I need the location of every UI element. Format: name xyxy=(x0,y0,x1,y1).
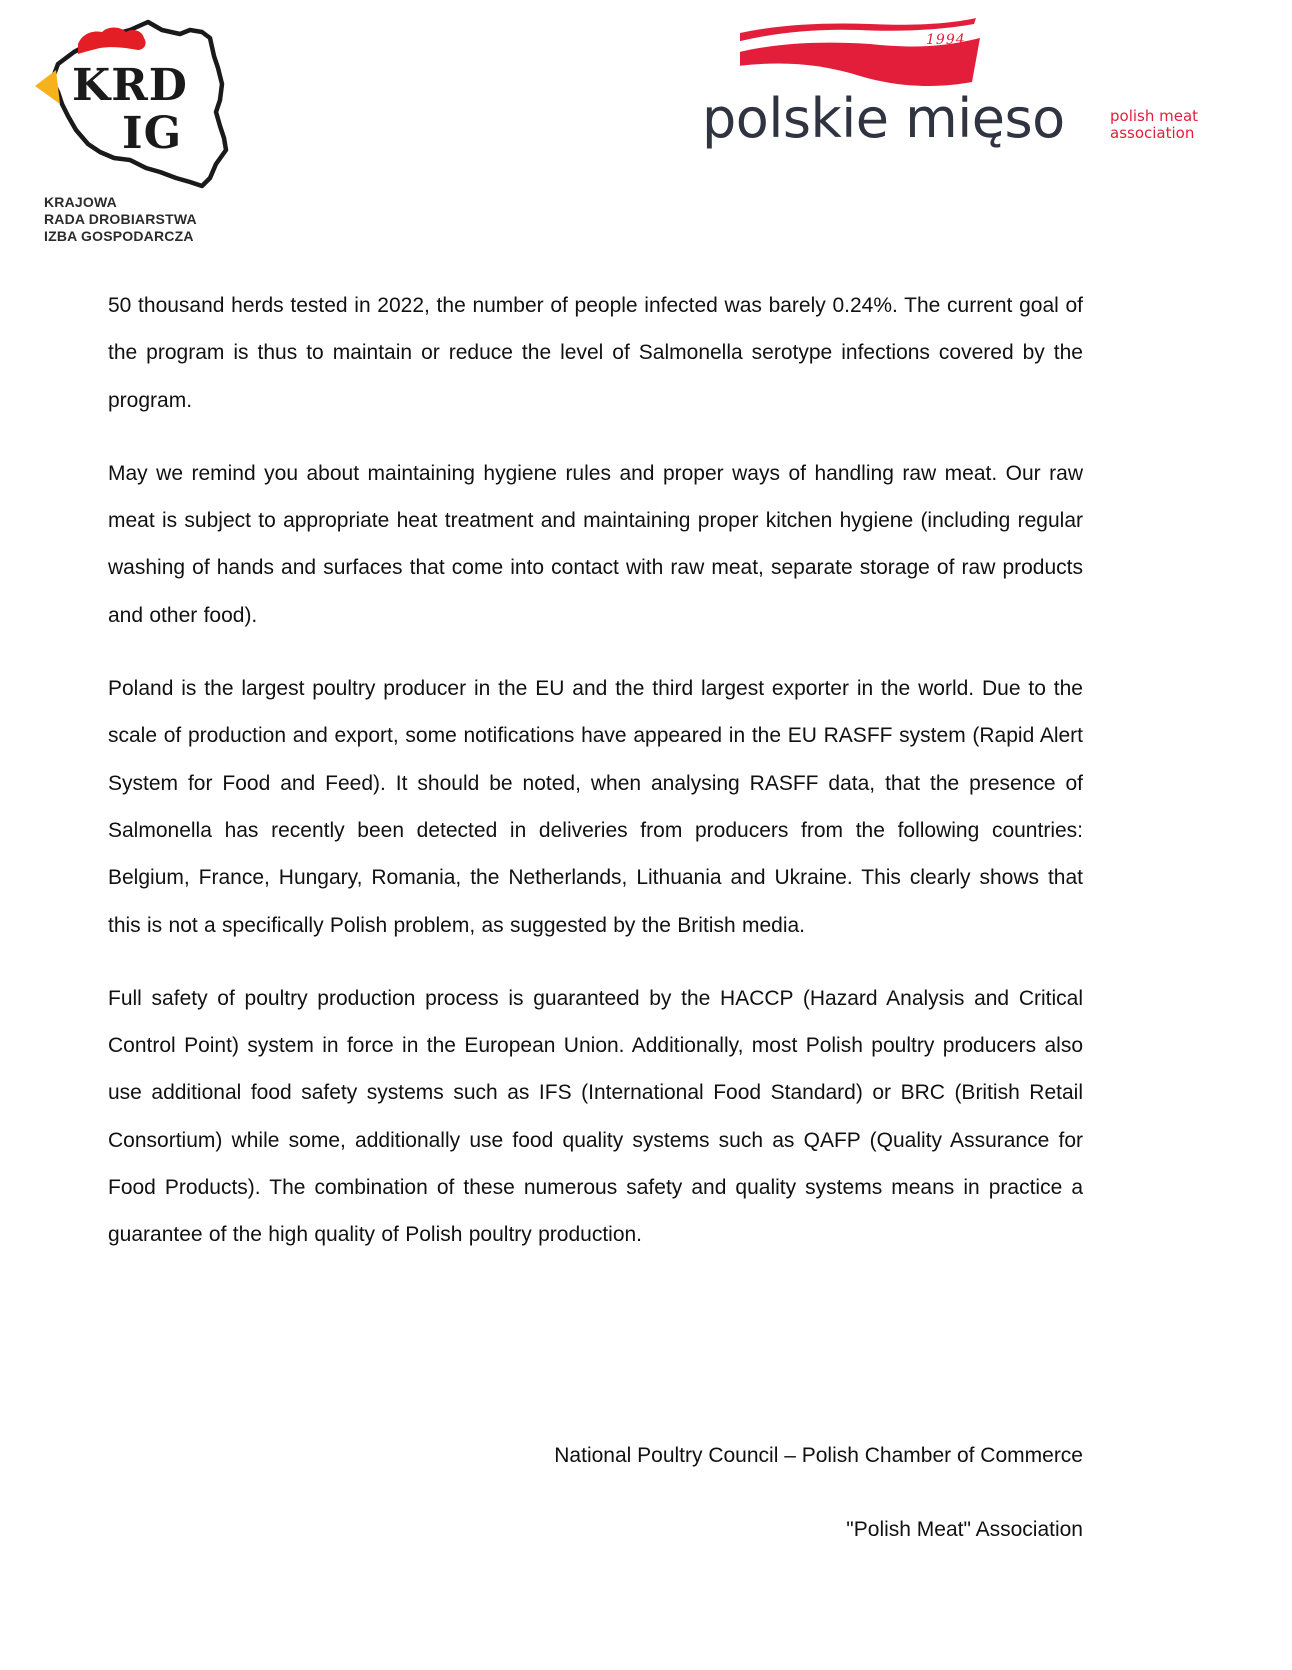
paragraph-safety-systems: Full safety of poultry production process is guaranteed by the HACCP (Hazard Analysis and Critical Control Point) system in force in the European Union. Additionally, most Polish poultry producers also use additional food safety systems such as IFS (International Food Standard) or BRC (British Retail Consortium) while some, additionally use food quality systems such as QAFP (Quality Assurance for Food Products). The combination of these numerous safety and quality systems means in practice a guarantee of the high quality of Polish poultry production. xyxy=(108,986,1083,1247)
ig-letters: IG xyxy=(122,108,183,159)
brand-name: polskie mięso xyxy=(702,87,1065,150)
polskie-mieso-logo xyxy=(702,14,1280,164)
brand-subtitle-line: association xyxy=(1110,124,1195,142)
krd-ig-logo xyxy=(30,8,250,253)
paragraph-herds-tested: 50 thousand herds tested in 2022, the number of people infected was barely 0.24%. The current goal of the program is thus to maintain or reduce the level of Salmonella serotype infections covered by the program. xyxy=(108,294,1083,412)
red-comb-shape xyxy=(78,28,146,55)
yellow-beak-shape xyxy=(35,70,60,104)
krd-letters: KRD xyxy=(72,60,188,111)
krd-caption-line: IZBA GOSPODARCZA xyxy=(44,228,194,244)
signature-national-poultry-council: National Poultry Council – Polish Chamber of Commerce xyxy=(554,1444,1083,1467)
founding-year: 1994 xyxy=(926,32,966,48)
paragraph-rasff-notifications: Poland is the largest poultry producer in the EU and the third largest exporter in the world. Due to the scale of production and export, some notifications have appeared in the EU RASFF system (Rapid Alert System for Food and Feed). It should be noted, when analysing RASFF data, that the presence of Salmonella has recently been detected in deliveries from producers from the following countries: Belgium, France, Hungary, Romania, the Netherlands, Lithuania and Ukraine. This clearly shows that this is not a specifically Polish problem, as suggested by the British media. xyxy=(108,677,1083,937)
brand-subtitle xyxy=(1110,108,1198,142)
krd-caption xyxy=(44,194,197,245)
page-header xyxy=(0,0,1292,260)
paragraph-hygiene-rules: May we remind you about maintaining hygiene rules and proper ways of handling raw meat. Our raw meat is subject to appropriate heat treatment and maintaining proper kitchen hygiene (including regular washing of hands and surfaces that come into contact with raw meat, separate storage of raw products and other food). xyxy=(108,461,1083,627)
krd-caption-line: KRAJOWA xyxy=(44,194,117,210)
letter-body xyxy=(108,282,1083,1259)
brand-subtitle-line: polish meat xyxy=(1110,107,1199,125)
signature-polish-meat-association: "Polish Meat" Association xyxy=(846,1518,1083,1541)
krd-caption-line: RADA DROBIARSTWA xyxy=(44,211,197,227)
flag-ribbon-icon xyxy=(740,14,1280,94)
